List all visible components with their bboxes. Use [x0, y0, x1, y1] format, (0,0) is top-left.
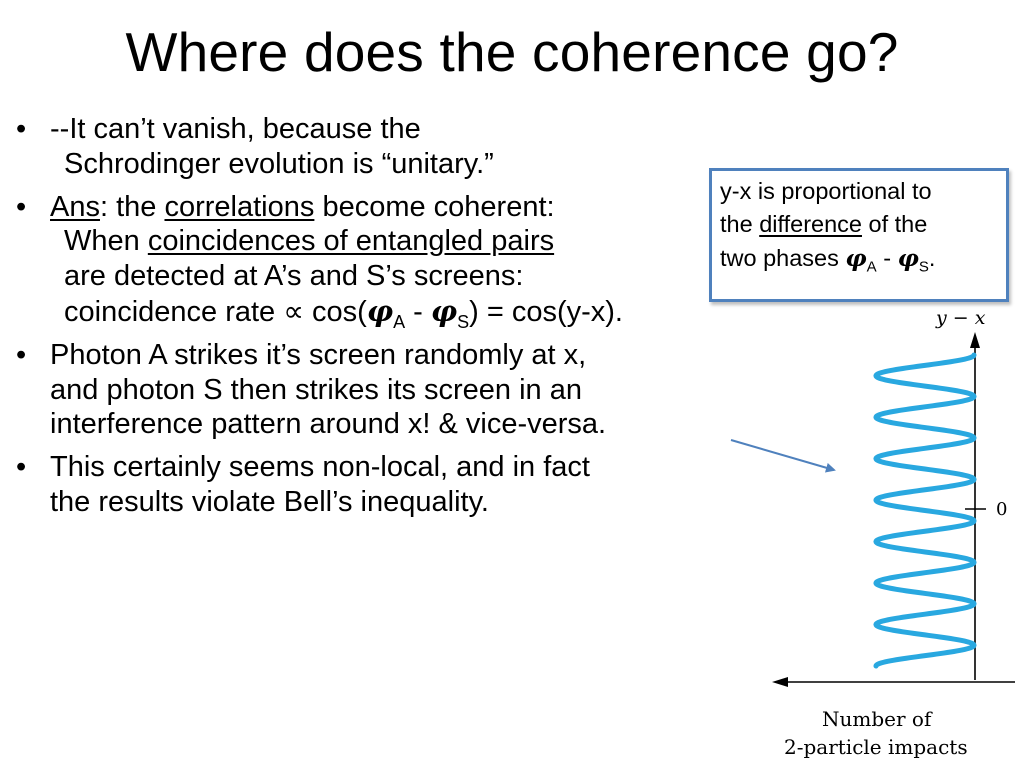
text-fragment: become coherent:: [314, 190, 555, 223]
interference-graph: [760, 300, 1024, 768]
subscript-s: S: [457, 311, 470, 332]
text-fragment: When: [64, 225, 148, 258]
bullet-item-unitary: [14, 112, 794, 182]
bullet-item-nonlocal: [14, 450, 794, 520]
text-fragment: -: [405, 295, 431, 328]
bullet-text: the results violate Bell’s inequality.: [50, 485, 489, 518]
bullet-text: interference pattern around x! & vice-versa.: [50, 408, 607, 441]
callout-text: [720, 242, 998, 275]
horizontal-axis-arrowhead: [772, 677, 788, 687]
slide-title: Where does the coherence go?: [125, 21, 899, 83]
bullet-text: [50, 190, 794, 225]
callout-text: y-x is proportional to: [720, 178, 932, 204]
formula-line: [50, 294, 794, 330]
x-axis-label-line1: Number of: [822, 707, 932, 731]
bullet-dot: •: [16, 451, 27, 484]
text-fragment: two phases: [720, 244, 846, 271]
bullet-dot: •: [16, 190, 27, 223]
correlations-word: correlations: [164, 190, 315, 223]
bullet-text: [50, 224, 794, 259]
interference-curve: [876, 355, 974, 666]
phi-symbol: φ: [430, 293, 458, 328]
bullet-text: Schrodinger evolution is “unitary.”: [64, 147, 494, 180]
bullet-item-photon: [14, 338, 794, 442]
callout-box: [709, 168, 1009, 302]
phi-symbol: φ: [897, 243, 919, 272]
callout-text: [720, 208, 998, 241]
ans-word: Ans: [50, 190, 100, 223]
text-fragment: the: [720, 211, 760, 238]
bullet-text: This certainly seems non-local, and in fact: [50, 451, 590, 484]
difference-word: difference: [759, 211, 862, 238]
text-fragment: of the: [861, 211, 928, 238]
bullet-dot: •: [16, 338, 27, 371]
bullet-text: --It can’t vanish, because the: [50, 113, 421, 145]
phi-symbol: φ: [366, 293, 394, 328]
vertical-axis-arrowhead: [970, 332, 980, 348]
phi-symbol: φ: [845, 243, 867, 272]
bullet-item-answer: [14, 190, 794, 330]
text-fragment: coincidence rate ∝ cos(: [64, 295, 367, 328]
text-fragment: ) = cos(y-x).: [469, 295, 623, 328]
bullet-text: and photon S then strikes its screen in an: [50, 373, 582, 406]
zero-label: 0: [996, 499, 1008, 520]
coincidences-phrase: coincidences of entangled pairs: [147, 225, 555, 258]
text-fragment: .: [928, 244, 936, 271]
bullet-text: are detected at A’s and S’s screens:: [64, 260, 524, 293]
bullet-list: [14, 112, 794, 528]
text-fragment: : the: [99, 190, 165, 223]
bullet-text: Photon A strikes it’s screen randomly at x,: [50, 338, 587, 371]
x-axis-label-line2: 2-particle impacts: [784, 735, 968, 759]
subscript-a: A: [866, 258, 877, 276]
axis-y-label: y − x: [936, 307, 986, 329]
subscript-s: S: [918, 258, 929, 276]
bullet-dot: •: [16, 113, 27, 145]
text-fragment: -: [876, 244, 898, 271]
subscript-a: A: [393, 311, 406, 332]
